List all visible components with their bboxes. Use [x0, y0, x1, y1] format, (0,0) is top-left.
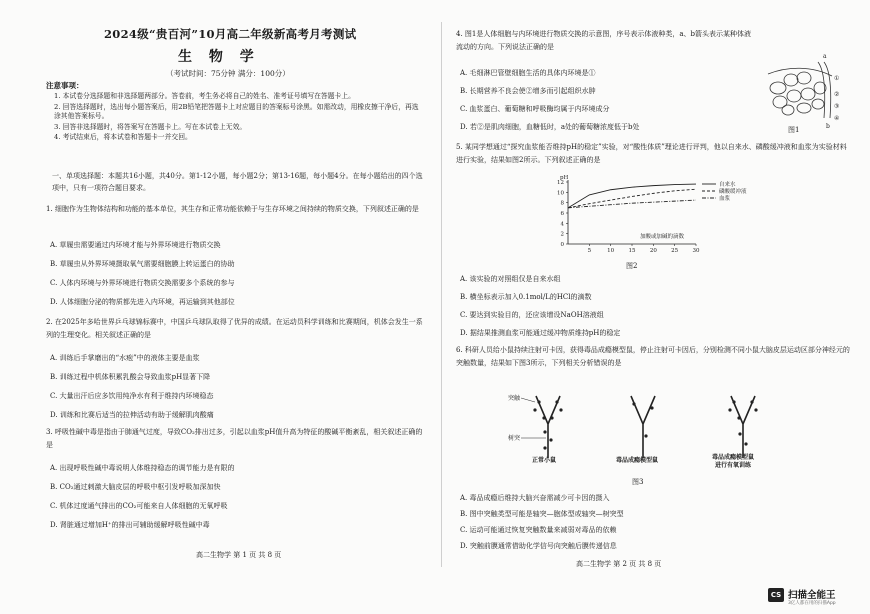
camscanner-logo-icon: CS [768, 588, 784, 602]
q5-option-a: A. 该实验的对照组仅是自来水组 [460, 275, 561, 283]
y-tick-label: 2 [560, 231, 564, 238]
q4-option-c: C. 血浆蛋白、葡萄糖和呼吸酶均属于内环境成分 [460, 105, 610, 113]
q5-option-c: C. 要达到实验目的，还应该增设NaOH溶液组 [460, 311, 604, 319]
fig1-mark: ② [834, 91, 840, 98]
series-line-3 [568, 200, 696, 208]
dendrite-label: 树突 [508, 435, 521, 442]
fig1-mark: a [823, 53, 827, 60]
figure-3-synapse-diagram [508, 388, 798, 466]
y-tick-label: 12 [557, 180, 564, 186]
q3-option-c: C. 机体过度通气排出的CO₂可能来自人体细胞的无氧呼吸 [50, 502, 228, 510]
page-divider [441, 22, 442, 567]
question-1-stem: 1. 细胞作为生物体结构和功能的基本单位，其生存和正常功能依赖于与生存环境之间持续的物质交换，下列叙述正确的是 [46, 205, 419, 213]
figure-1-cell-diagram [758, 48, 848, 138]
y-tick-label: 0 [560, 242, 564, 248]
series-line-2 [568, 189, 696, 208]
exam-page-1 [46, 22, 430, 567]
note-item: 3. 回答非选择题时，将答案写在答题卡上。写在本试卷上无效。 [54, 122, 247, 131]
question-2-stem: 2. 在2025年多哈世界乒乓球锦标赛中，中国乒乓球队取得了优异的成绩。在运动员科学训练和比赛期间，机体会发生一系列的生理变化。相关叙述正确的是 [46, 318, 423, 339]
page-1-footer: 高二生物学 第 1 页 共 8 页 [196, 551, 282, 559]
fig1-mark: b [826, 123, 830, 130]
x-tick-label: 15 [628, 248, 636, 254]
scanner-watermark [768, 586, 864, 610]
question-4-stem: 4. 图1是人体细胞与内环境进行物质交换的示意图，序号表示体液种类，a、b箭头表示某种体液流动的方向。下列说法正确的是 [456, 30, 752, 51]
q3-option-a: A. 出现呼吸性碱中毒说明人体维持稳态的调节能力是有限的 [50, 464, 235, 472]
x-tick-label: 5 [587, 248, 592, 254]
q5-option-d: D. 据结果推测血浆可能通过缓冲物质维持pH的稳定 [460, 329, 621, 337]
y-tick-label: 4 [560, 221, 564, 228]
notes-heading: 注意事项： [46, 81, 84, 90]
q4-option-a: A. 毛细淋巴管壁细胞生活的具体内环境是① [460, 69, 596, 77]
group-normal: 正常小鼠 [532, 457, 557, 464]
legend-entry: 磷酸缓冲液 [719, 189, 747, 195]
dendrite-diagrams [508, 388, 798, 466]
y-axis-label: pH [560, 175, 569, 181]
figure-2-label: 图2 [626, 262, 638, 270]
x-tick-label: 25 [671, 248, 679, 254]
x-axis-label: 加酸或加碱的滴数 [639, 234, 685, 240]
exam-page-2 [456, 22, 850, 567]
q3-option-b: B. CO₂通过刺激大脑皮层的呼吸中枢引发呼吸加深加快 [50, 483, 221, 491]
x-tick-label: 20 [649, 248, 657, 254]
cell-exchange-diagram [758, 48, 848, 138]
section-heading: 一、单项选择题：本题共16小题，共40分。第1-12小题，每小题2分；第13-16题，每小题4分。在每小题给出的四个选项中，只有一项符合题目要求。 [52, 172, 423, 192]
question-5-stem: 5. 某同学想通过“探究血浆能否维持pH的稳定”实验，对“酸性体质”理论进行评判，他以自来水、磷酸缓冲液和血浆为实验材料进行实验，结果如图2所示。下列叙述正确的是 [456, 143, 847, 164]
q6-option-a: A. 毒品成瘾后维持大脑兴奋需减少可卡因的摄入 [460, 494, 610, 502]
q4-option-b: B. 长期营养不良会使②增多而引起组织水肿 [460, 87, 596, 95]
figure-1-label: 图1 [788, 126, 800, 134]
q6-option-d: D. 突触前膜通常借助化学信号向突触后膜传递信息 [460, 542, 617, 550]
app-name: 扫描全能王 [788, 590, 836, 601]
q2-option-d: D. 训练和比赛后适当的拉伸活动有助于缓解肌肉酸痛 [50, 411, 214, 419]
notes-list [54, 92, 424, 144]
legend-entry: 血浆 [719, 196, 731, 202]
figure-3-label: 图3 [632, 478, 644, 486]
q5-option-b: B. 横坐标表示加入0.1mol/L的HCl的滴数 [460, 293, 592, 301]
note-item: 2. 回答选择题时，选出每小题答案后，用2B铅笔把答题卡上对应题目的答案标号涂黑。如需改动，用橡皮擦干净后，再选涂其他答案标号。 [54, 102, 419, 120]
q1-option-a: A. 草履虫需要通过内环境才能与外界环境进行物质交换 [50, 241, 221, 249]
exam-meta: （考试时间：75分钟 满分：100分） [166, 69, 290, 78]
note-item: 1. 本试卷分选择题和非选择题两部分。答卷前，考生务必将自己的姓名、准考证号填写在答题卡上。 [54, 92, 355, 100]
fig1-mark: ④ [834, 115, 840, 122]
q1-option-d: D. 人体细胞分泌的物质都先进入内环境，再运输到其他部位 [50, 298, 235, 306]
fig1-mark: ③ [834, 103, 840, 110]
exam-title: 2024级“贵百河”10月高二年级新高考月考测试 [104, 27, 357, 41]
q4-option-d: D. 若②是肌肉细胞，血糖低时，a处的葡萄糖浓度低于b处 [460, 123, 640, 131]
y-tick-label: 10 [557, 190, 564, 197]
q2-option-c: C. 大量出汗后应多饮用纯净水有利于维持内环境稳态 [50, 392, 214, 400]
spine-label: 突触 [508, 395, 521, 402]
y-tick-label: 8 [560, 200, 564, 207]
question-3-stem: 3. 呼吸性碱中毒是指由于肺通气过度，导致CO₂排出过多，引起以血浆pH值升高为特征的酸碱平衡紊乱，相关叙述正确的是 [46, 428, 423, 449]
note-item: 4. 考试结束后，将本试卷和答题卡一并交回。 [54, 133, 192, 141]
q1-option-b: B. 草履虫从外界环境摄取氧气需要细胞膜上转运蛋白的协助 [50, 260, 235, 268]
group-model-training: 毒品成瘾模型鼠 进行有氧训练 [712, 454, 755, 469]
figure-2-ph-chart [546, 174, 766, 266]
q1-option-c: C. 人体内环境与外界环境进行物质交换需要多个系统的参与 [50, 279, 235, 287]
legend-entry: 自来水 [719, 182, 736, 188]
q6-option-c: C. 运动可能通过恢复突触数量来减弱对毒品的依赖 [460, 526, 617, 534]
q6-option-b: B. 图中突触类型可能是轴突—胞体型或轴突—树突型 [460, 510, 624, 518]
ph-line-chart [546, 174, 766, 266]
question-6-stem: 6. 科研人员给小鼠持续注射可卡因，获得毒品成瘾模型鼠，停止注射可卡因后，分别检测不同小鼠大脑皮层运动区部分神经元的突触数量，结果如下图3所示，下列相关分析错误的是 [456, 346, 850, 367]
y-tick-label: 6 [560, 211, 564, 217]
series-line-1 [568, 184, 696, 208]
page-2-footer: 高二生物学 第 2 页 共 8 页 [576, 560, 662, 568]
x-tick-label: 10 [607, 248, 615, 254]
q2-option-b: B. 训练过程中机体积累乳酸会导致血浆pH显著下降 [50, 373, 211, 381]
app-tagline: 3亿人都在用的扫描App [788, 601, 836, 606]
q3-option-d: D. 肾脏通过增加H⁺的排出可辅助缓解呼吸性碱中毒 [50, 521, 210, 529]
subject-title: 生 物 学 [178, 49, 260, 65]
group-model: 毒品成瘾模型鼠 [616, 457, 659, 464]
x-tick-label: 30 [692, 248, 700, 254]
q2-option-a: A. 训练后手掌磨出的“水疱”中的液体主要是血浆 [50, 354, 200, 362]
fig1-mark: ① [834, 75, 840, 82]
